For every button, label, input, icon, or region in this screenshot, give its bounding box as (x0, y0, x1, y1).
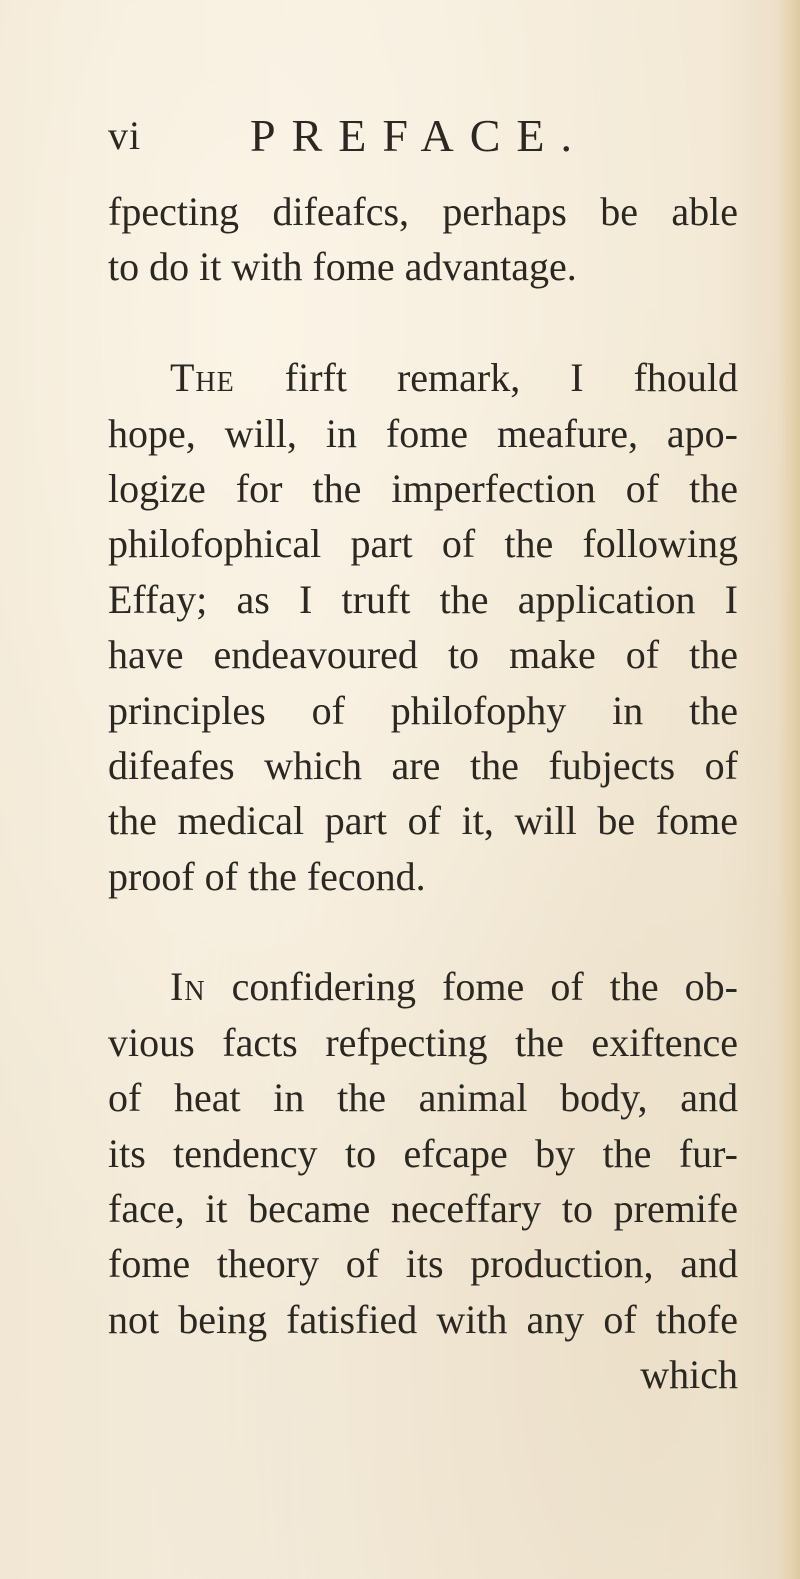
page-number: vi (108, 113, 142, 158)
text-line: hope, will, in fome meafure, apo- (108, 410, 738, 456)
text-line: the medical part of it, will be fome (108, 798, 738, 844)
text-line: vious facts refpecting the exiftence (108, 1019, 738, 1065)
catchword: which (640, 1352, 738, 1398)
text-line (108, 959, 738, 1014)
text-line-rest: firft remark, I fhould (234, 355, 738, 401)
text-line: not being fatisfied with any of thofe (108, 1296, 738, 1342)
text-line-rest: confidering fome of the ob- (205, 964, 738, 1010)
text-line: proof of the fecond. (108, 853, 426, 899)
paragraph-lead: In (170, 964, 206, 1010)
text-line: fpecting difeafcs, perhaps be able (108, 189, 738, 234)
body-text (108, 184, 738, 1403)
paragraph-lead: The (170, 355, 235, 401)
page-edge-shadow (778, 0, 800, 1579)
page-header (108, 108, 728, 164)
text-line (108, 350, 738, 405)
text-line: difeafes which are the fubjects of (108, 742, 738, 788)
text-line: to do it with fome advantage. (108, 244, 577, 290)
text-line: philofophical part of the following (108, 521, 738, 567)
text-line: Effay; as I truft the application I (108, 576, 738, 622)
text-line: logize for the imperfection of the (108, 465, 738, 511)
text-line: its tendency to efcape by the fur- (108, 1130, 738, 1176)
text-line: face, it became neceffary to premife (108, 1186, 738, 1232)
text-line: fome theory of its production, and (108, 1241, 738, 1287)
text-line: principles of philofophy in the (108, 687, 738, 733)
running-head: PREFACE. (250, 110, 589, 161)
text-line: of heat in the animal body, and (108, 1075, 738, 1121)
paragraph-gap (108, 904, 738, 959)
text-line: have endeavoured to make of the (108, 632, 738, 678)
paragraph-gap (108, 295, 738, 350)
